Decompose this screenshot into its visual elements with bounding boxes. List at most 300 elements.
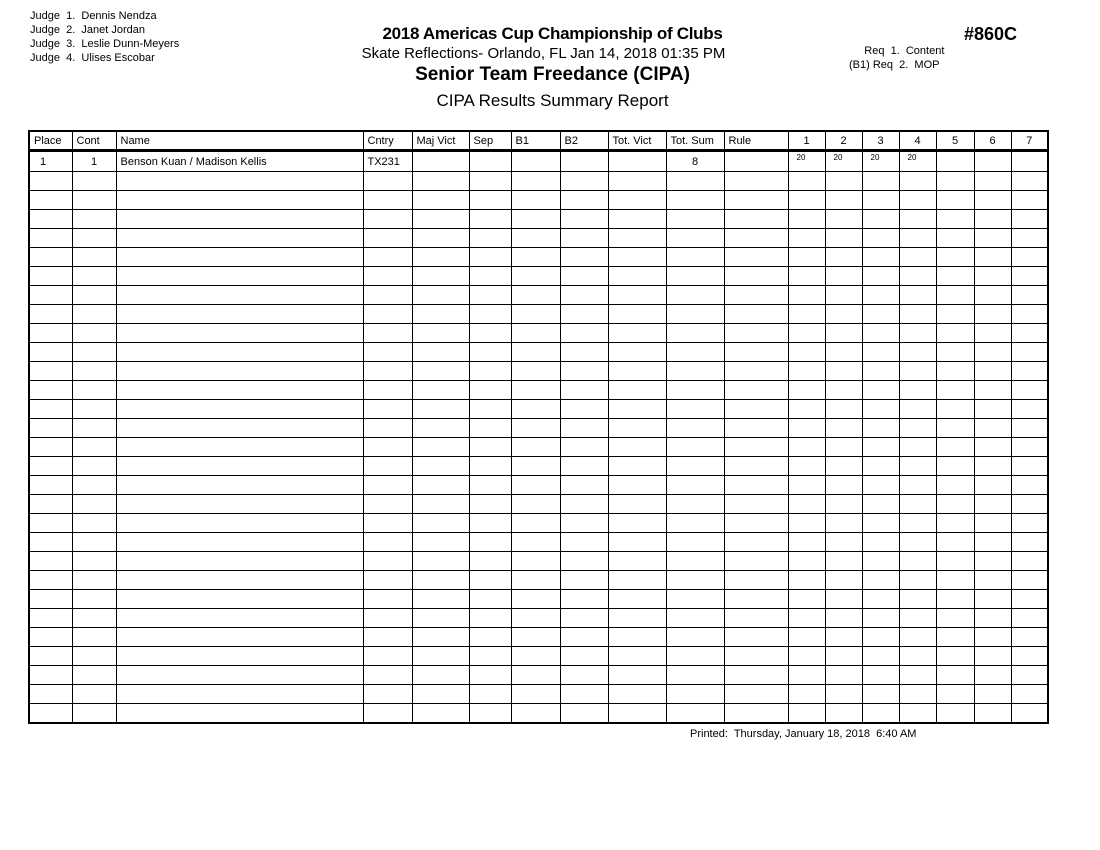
empty-cell <box>412 362 469 381</box>
empty-cell <box>1011 647 1048 666</box>
empty-cell <box>1011 400 1048 419</box>
empty-cell <box>363 495 412 514</box>
table-row-empty <box>29 210 1048 229</box>
empty-cell <box>899 419 936 438</box>
empty-cell <box>724 666 788 685</box>
table-row-empty <box>29 324 1048 343</box>
empty-cell <box>116 666 363 685</box>
empty-cell <box>936 514 974 533</box>
empty-cell <box>412 571 469 590</box>
empty-cell <box>72 533 116 552</box>
empty-cell <box>511 324 560 343</box>
empty-cell <box>862 229 899 248</box>
empty-cell <box>788 191 825 210</box>
empty-cell <box>899 210 936 229</box>
col-header-cntry: Cntry <box>363 131 412 151</box>
empty-cell <box>608 514 666 533</box>
empty-cell <box>72 571 116 590</box>
empty-cell <box>116 704 363 724</box>
table-row-empty <box>29 533 1048 552</box>
empty-cell <box>666 248 724 267</box>
empty-cell <box>1011 286 1048 305</box>
empty-cell <box>825 305 862 324</box>
empty-cell <box>788 666 825 685</box>
empty-cell <box>1011 514 1048 533</box>
empty-cell <box>511 552 560 571</box>
empty-cell <box>560 381 608 400</box>
empty-cell <box>469 666 511 685</box>
empty-cell <box>72 324 116 343</box>
empty-cell <box>469 381 511 400</box>
table-row-empty <box>29 666 1048 685</box>
col-header-place: Place <box>29 131 72 151</box>
empty-cell <box>29 647 72 666</box>
empty-cell <box>363 400 412 419</box>
empty-cell <box>363 666 412 685</box>
empty-cell <box>724 362 788 381</box>
empty-cell <box>825 229 862 248</box>
empty-cell <box>29 628 72 647</box>
empty-cell <box>862 324 899 343</box>
empty-cell <box>469 438 511 457</box>
empty-cell <box>560 267 608 286</box>
empty-cell <box>363 343 412 362</box>
empty-cell <box>825 362 862 381</box>
empty-cell <box>469 476 511 495</box>
empty-cell <box>116 438 363 457</box>
empty-cell <box>666 704 724 724</box>
empty-cell <box>560 571 608 590</box>
empty-cell <box>788 685 825 704</box>
table-row <box>29 151 1048 172</box>
empty-cell <box>412 438 469 457</box>
empty-cell <box>29 476 72 495</box>
col-header-judge-2: 2 <box>825 131 862 151</box>
empty-cell <box>469 419 511 438</box>
empty-cell <box>936 400 974 419</box>
empty-cell <box>724 647 788 666</box>
empty-cell <box>974 438 1011 457</box>
empty-cell <box>1011 362 1048 381</box>
empty-cell <box>974 704 1011 724</box>
empty-cell <box>560 229 608 248</box>
requirement-2: (B1) Req 2. MOP <box>849 59 940 71</box>
empty-cell <box>72 647 116 666</box>
cell-b1 <box>511 151 560 172</box>
table-row-empty <box>29 381 1048 400</box>
empty-cell <box>974 495 1011 514</box>
empty-cell <box>936 286 974 305</box>
empty-cell <box>724 628 788 647</box>
empty-cell <box>666 438 724 457</box>
empty-cell <box>363 476 412 495</box>
empty-cell <box>666 628 724 647</box>
table-row-empty <box>29 267 1048 286</box>
empty-cell <box>469 647 511 666</box>
empty-cell <box>469 571 511 590</box>
empty-cell <box>936 495 974 514</box>
empty-cell <box>666 362 724 381</box>
empty-cell <box>1011 628 1048 647</box>
venue-datetime: Skate Reflections- Orlando, FL Jan 14, 2018 01:35 PM <box>361 45 726 62</box>
empty-cell <box>469 343 511 362</box>
empty-cell <box>666 229 724 248</box>
empty-cell <box>666 685 724 704</box>
empty-cell <box>862 476 899 495</box>
empty-cell <box>29 666 72 685</box>
empty-cell <box>72 666 116 685</box>
empty-cell <box>363 229 412 248</box>
empty-cell <box>29 438 72 457</box>
empty-cell <box>363 704 412 724</box>
empty-cell <box>666 609 724 628</box>
empty-cell <box>363 647 412 666</box>
empty-cell <box>666 400 724 419</box>
empty-cell <box>899 685 936 704</box>
empty-cell <box>724 533 788 552</box>
empty-cell <box>862 362 899 381</box>
empty-cell <box>72 229 116 248</box>
empty-cell <box>412 552 469 571</box>
empty-cell <box>899 229 936 248</box>
empty-cell <box>72 343 116 362</box>
empty-cell <box>608 533 666 552</box>
empty-cell <box>1011 267 1048 286</box>
empty-cell <box>862 267 899 286</box>
empty-cell <box>1011 533 1048 552</box>
empty-cell <box>862 210 899 229</box>
empty-cell <box>666 647 724 666</box>
empty-cell <box>974 457 1011 476</box>
table-row-empty <box>29 647 1048 666</box>
empty-cell <box>116 400 363 419</box>
empty-cell <box>560 685 608 704</box>
cell-b2 <box>560 151 608 172</box>
empty-cell <box>608 438 666 457</box>
empty-cell <box>862 628 899 647</box>
empty-cell <box>560 552 608 571</box>
empty-cell <box>412 172 469 191</box>
empty-cell <box>608 324 666 343</box>
empty-cell <box>899 609 936 628</box>
empty-cell <box>899 571 936 590</box>
empty-cell <box>608 229 666 248</box>
empty-cell <box>511 362 560 381</box>
empty-cell <box>511 172 560 191</box>
empty-cell <box>936 476 974 495</box>
empty-cell <box>116 495 363 514</box>
empty-cell <box>666 533 724 552</box>
empty-cell <box>862 172 899 191</box>
empty-cell <box>899 400 936 419</box>
empty-cell <box>724 267 788 286</box>
empty-cell <box>72 305 116 324</box>
empty-cell <box>412 210 469 229</box>
empty-cell <box>825 381 862 400</box>
col-header-judge-1: 1 <box>788 131 825 151</box>
empty-cell <box>936 172 974 191</box>
empty-cell <box>608 362 666 381</box>
empty-cell <box>666 343 724 362</box>
empty-cell <box>608 609 666 628</box>
empty-cell <box>116 324 363 343</box>
empty-cell <box>1011 552 1048 571</box>
empty-cell <box>29 229 72 248</box>
empty-cell <box>469 552 511 571</box>
empty-cell <box>412 419 469 438</box>
empty-cell <box>1011 609 1048 628</box>
results-table <box>28 130 1049 724</box>
cell-judge-2: 20 <box>825 151 862 172</box>
table-row-empty <box>29 305 1048 324</box>
col-header-tot-sum: Tot. Sum <box>666 131 724 151</box>
empty-cell <box>363 590 412 609</box>
empty-cell <box>511 704 560 724</box>
empty-cell <box>29 362 72 381</box>
table-row-empty <box>29 609 1048 628</box>
empty-cell <box>862 286 899 305</box>
empty-cell <box>363 362 412 381</box>
empty-cell <box>936 685 974 704</box>
empty-cell <box>788 210 825 229</box>
empty-cell <box>72 495 116 514</box>
empty-cell <box>412 666 469 685</box>
empty-cell <box>825 210 862 229</box>
empty-cell <box>469 457 511 476</box>
empty-cell <box>825 704 862 724</box>
empty-cell <box>511 666 560 685</box>
empty-cell <box>412 514 469 533</box>
empty-cell <box>825 514 862 533</box>
empty-cell <box>1011 457 1048 476</box>
empty-cell <box>788 229 825 248</box>
empty-cell <box>608 590 666 609</box>
empty-cell <box>974 324 1011 343</box>
empty-cell <box>412 381 469 400</box>
empty-cell <box>825 609 862 628</box>
empty-cell <box>511 305 560 324</box>
empty-cell <box>666 666 724 685</box>
empty-cell <box>608 476 666 495</box>
empty-cell <box>560 210 608 229</box>
empty-cell <box>724 305 788 324</box>
empty-cell <box>469 628 511 647</box>
empty-cell <box>412 476 469 495</box>
col-header-tot-vict: Tot. Vict <box>608 131 666 151</box>
empty-cell <box>724 210 788 229</box>
cell-judge-7 <box>1011 151 1048 172</box>
empty-cell <box>560 343 608 362</box>
empty-cell <box>72 400 116 419</box>
empty-cell <box>724 457 788 476</box>
empty-cell <box>974 533 1011 552</box>
table-row-empty <box>29 286 1048 305</box>
empty-cell <box>1011 210 1048 229</box>
empty-cell <box>974 666 1011 685</box>
empty-cell <box>974 305 1011 324</box>
empty-cell <box>116 191 363 210</box>
empty-cell <box>825 628 862 647</box>
empty-cell <box>724 514 788 533</box>
requirements-list <box>849 44 944 72</box>
empty-cell <box>936 457 974 476</box>
empty-cell <box>1011 324 1048 343</box>
empty-cell <box>511 647 560 666</box>
empty-cell <box>862 647 899 666</box>
empty-cell <box>608 495 666 514</box>
empty-cell <box>936 210 974 229</box>
requirement-1: Req 1. Content <box>849 45 945 57</box>
empty-cell <box>862 457 899 476</box>
empty-cell <box>974 229 1011 248</box>
empty-cell <box>608 419 666 438</box>
table-row-empty <box>29 571 1048 590</box>
empty-cell <box>724 229 788 248</box>
empty-cell <box>788 362 825 381</box>
table-row-empty <box>29 343 1048 362</box>
empty-cell <box>862 533 899 552</box>
empty-cell <box>560 533 608 552</box>
empty-cell <box>788 438 825 457</box>
empty-cell <box>1011 495 1048 514</box>
empty-cell <box>666 210 724 229</box>
event-name: Senior Team Freedance (CIPA) <box>415 64 690 85</box>
empty-cell <box>29 400 72 419</box>
empty-cell <box>666 495 724 514</box>
empty-cell <box>469 172 511 191</box>
empty-cell <box>511 400 560 419</box>
table-row-empty <box>29 248 1048 267</box>
table-row-empty <box>29 362 1048 381</box>
empty-cell <box>363 324 412 343</box>
empty-cell <box>788 533 825 552</box>
empty-cell <box>469 267 511 286</box>
empty-cell <box>116 476 363 495</box>
empty-cell <box>72 438 116 457</box>
empty-cell <box>412 229 469 248</box>
empty-cell <box>412 609 469 628</box>
empty-cell <box>363 533 412 552</box>
empty-cell <box>560 476 608 495</box>
table-row-empty <box>29 704 1048 724</box>
empty-cell <box>363 172 412 191</box>
col-header-sep: Sep <box>469 131 511 151</box>
empty-cell <box>29 210 72 229</box>
empty-cell <box>116 533 363 552</box>
empty-cell <box>363 419 412 438</box>
table-row-empty <box>29 191 1048 210</box>
empty-cell <box>511 267 560 286</box>
empty-cell <box>899 704 936 724</box>
empty-cell <box>72 210 116 229</box>
empty-cell <box>899 191 936 210</box>
empty-cell <box>825 571 862 590</box>
empty-cell <box>363 609 412 628</box>
empty-cell <box>724 419 788 438</box>
empty-cell <box>116 647 363 666</box>
empty-cell <box>608 552 666 571</box>
empty-cell <box>608 400 666 419</box>
empty-cell <box>936 571 974 590</box>
empty-cell <box>862 419 899 438</box>
empty-cell <box>412 628 469 647</box>
empty-cell <box>412 590 469 609</box>
empty-cell <box>1011 438 1048 457</box>
empty-cell <box>899 438 936 457</box>
empty-cell <box>666 419 724 438</box>
empty-cell <box>412 267 469 286</box>
empty-cell <box>974 362 1011 381</box>
empty-cell <box>1011 476 1048 495</box>
empty-cell <box>825 248 862 267</box>
empty-cell <box>899 666 936 685</box>
empty-cell <box>936 647 974 666</box>
col-header-cont: Cont <box>72 131 116 151</box>
empty-cell <box>363 248 412 267</box>
empty-cell <box>412 343 469 362</box>
empty-cell <box>666 590 724 609</box>
empty-cell <box>560 628 608 647</box>
empty-cell <box>72 419 116 438</box>
empty-cell <box>608 571 666 590</box>
empty-cell <box>560 609 608 628</box>
empty-cell <box>29 248 72 267</box>
empty-cell <box>469 248 511 267</box>
empty-cell <box>469 229 511 248</box>
empty-cell <box>29 305 72 324</box>
empty-cell <box>469 590 511 609</box>
empty-cell <box>825 476 862 495</box>
empty-cell <box>116 229 363 248</box>
empty-cell <box>724 191 788 210</box>
empty-cell <box>511 457 560 476</box>
empty-cell <box>666 476 724 495</box>
empty-cell <box>511 438 560 457</box>
empty-cell <box>608 685 666 704</box>
empty-cell <box>788 457 825 476</box>
empty-cell <box>72 590 116 609</box>
empty-cell <box>936 666 974 685</box>
empty-cell <box>724 438 788 457</box>
empty-cell <box>724 552 788 571</box>
empty-cell <box>974 609 1011 628</box>
empty-cell <box>899 305 936 324</box>
empty-cell <box>363 191 412 210</box>
empty-cell <box>862 609 899 628</box>
empty-cell <box>29 533 72 552</box>
empty-cell <box>72 609 116 628</box>
empty-cell <box>608 381 666 400</box>
empty-cell <box>666 286 724 305</box>
empty-cell <box>974 381 1011 400</box>
empty-cell <box>862 666 899 685</box>
empty-cell <box>788 400 825 419</box>
empty-cell <box>1011 381 1048 400</box>
table-row-empty <box>29 457 1048 476</box>
empty-cell <box>899 552 936 571</box>
empty-cell <box>608 248 666 267</box>
empty-cell <box>363 685 412 704</box>
empty-cell <box>72 685 116 704</box>
empty-cell <box>936 305 974 324</box>
empty-cell <box>29 267 72 286</box>
empty-cell <box>608 628 666 647</box>
empty-cell <box>724 381 788 400</box>
empty-cell <box>974 172 1011 191</box>
empty-cell <box>72 191 116 210</box>
empty-cell <box>862 248 899 267</box>
empty-cell <box>974 210 1011 229</box>
